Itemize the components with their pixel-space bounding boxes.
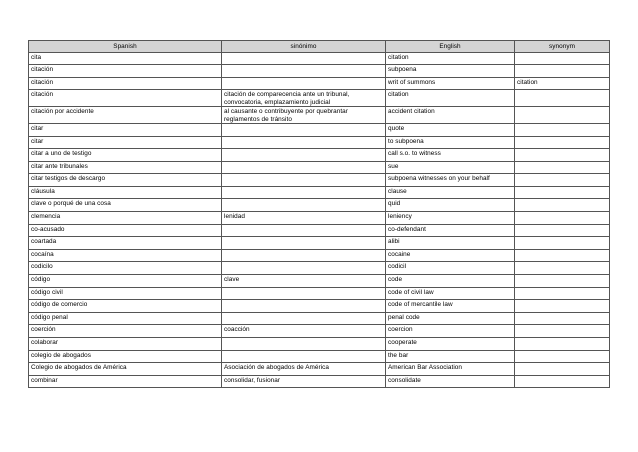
cell-synonym [515,174,610,187]
table-row [29,237,610,250]
table-row [29,249,610,262]
cell-english: quid [386,199,515,212]
cell-sinonimo: coacción [222,325,386,338]
cell-synonym [515,312,610,325]
table-row [29,107,610,124]
table-row [29,375,610,388]
cell-synonym [515,52,610,65]
table-row [29,149,610,162]
cell-spanish: citación [29,90,222,107]
cell-spanish: citación por accidente [29,107,222,124]
table-row [29,186,610,199]
cell-english: cocaine [386,249,515,262]
cell-english: code of mercantile law [386,300,515,313]
cell-spanish: co-acusado [29,224,222,237]
cell-synonym [515,90,610,107]
cell-sinonimo: clave [222,275,386,288]
cell-synonym [515,186,610,199]
cell-spanish: combinar [29,375,222,388]
cell-sinonimo: citación de comparecencia ante un tribunal, convocatoria, emplazamiento judicial [222,90,386,107]
cell-synonym [515,249,610,262]
cell-spanish: citar [29,136,222,149]
cell-spanish: citación [29,77,222,90]
cell-spanish: coerción [29,325,222,338]
cell-sinonimo [222,123,386,136]
table-row [29,338,610,351]
header-sinonimo: sinónimo [222,41,386,53]
table-row [29,287,610,300]
cell-synonym [515,275,610,288]
cell-sinonimo: Asociación de abogados de América [222,363,386,376]
cell-synonym [515,212,610,225]
cell-spanish: citar [29,123,222,136]
cell-synonym [515,237,610,250]
cell-synonym [515,262,610,275]
cell-sinonimo [222,65,386,78]
table-row [29,262,610,275]
cell-spanish: código civil [29,287,222,300]
cell-sinonimo [222,287,386,300]
cell-sinonimo [222,224,386,237]
cell-spanish: código de comercio [29,300,222,313]
cell-spanish: coartada [29,237,222,250]
cell-synonym [515,325,610,338]
table-row [29,312,610,325]
cell-spanish: citación [29,65,222,78]
cell-synonym [515,287,610,300]
cell-spanish: colaborar [29,338,222,351]
table-body [29,52,610,388]
cell-english: alibi [386,237,515,250]
cell-sinonimo: al causante o contribuyente por quebrantar reglamentos de tránsito [222,107,386,124]
cell-sinonimo [222,312,386,325]
cell-sinonimo [222,300,386,313]
table-row [29,199,610,212]
table-row [29,136,610,149]
cell-spanish: código [29,275,222,288]
cell-spanish: cláusula [29,186,222,199]
table-row [29,52,610,65]
cell-sinonimo: consolidar, fusionar [222,375,386,388]
table-row [29,77,610,90]
cell-sinonimo [222,249,386,262]
cell-english: accident citation [386,107,515,124]
cell-english: code of civil law [386,287,515,300]
cell-sinonimo [222,161,386,174]
cell-synonym [515,224,610,237]
table-row [29,212,610,225]
cell-sinonimo [222,199,386,212]
cell-synonym [515,363,610,376]
cell-english: citation [386,90,515,107]
cell-synonym [515,199,610,212]
cell-english: writ of summons [386,77,515,90]
cell-spanish: código penal [29,312,222,325]
cell-synonym [515,136,610,149]
table-row [29,90,610,107]
cell-sinonimo [222,186,386,199]
cell-synonym [515,149,610,162]
cell-spanish: cita [29,52,222,65]
cell-sinonimo [222,350,386,363]
cell-synonym [515,65,610,78]
table-row [29,65,610,78]
cell-spanish: citar a uno de testigo [29,149,222,162]
cell-english: citation [386,52,515,65]
header-row [29,41,610,53]
cell-sinonimo: lenidad [222,212,386,225]
cell-english: leniency [386,212,515,225]
cell-synonym [515,107,610,124]
header-english: English [386,41,515,53]
cell-synonym [515,300,610,313]
table-row [29,275,610,288]
cell-english: coercion [386,325,515,338]
cell-english: penal code [386,312,515,325]
cell-spanish: colegio de abogados [29,350,222,363]
cell-english: to subpoena [386,136,515,149]
cell-spanish: citar testigos de descargo [29,174,222,187]
table-row [29,174,610,187]
cell-sinonimo [222,338,386,351]
cell-english: clause [386,186,515,199]
cell-spanish: Colegio de abogados de América [29,363,222,376]
cell-sinonimo [222,149,386,162]
cell-english: subpoena [386,65,515,78]
table-row [29,123,610,136]
cell-english: co-defendant [386,224,515,237]
cell-english: sue [386,161,515,174]
table-row [29,300,610,313]
table-row [29,350,610,363]
cell-english: codicil [386,262,515,275]
table-header [29,41,610,53]
cell-synonym [515,338,610,351]
cell-synonym [515,375,610,388]
cell-sinonimo [222,237,386,250]
table-row [29,224,610,237]
glossary-table [28,40,610,388]
header-synonym: synonym [515,41,610,53]
cell-sinonimo [222,262,386,275]
cell-spanish: citar ante tribunales [29,161,222,174]
header-spanish: Spanish [29,41,222,53]
cell-spanish: cocaína [29,249,222,262]
cell-english: consolidate [386,375,515,388]
cell-synonym [515,161,610,174]
cell-sinonimo [222,77,386,90]
cell-english: cooperate [386,338,515,351]
table-row [29,161,610,174]
table-row [29,325,610,338]
cell-english: the bar [386,350,515,363]
cell-english: American Bar Association [386,363,515,376]
cell-english: subpoena witnesses on your behalf [386,174,515,187]
cell-english: quote [386,123,515,136]
cell-sinonimo [222,174,386,187]
cell-sinonimo [222,136,386,149]
cell-spanish: clemencia [29,212,222,225]
cell-spanish: clave o porqué de una cosa [29,199,222,212]
table-row [29,363,610,376]
cell-synonym [515,350,610,363]
cell-english: call s.o. to witness [386,149,515,162]
cell-sinonimo [222,52,386,65]
cell-synonym: citation [515,77,610,90]
cell-english: code [386,275,515,288]
cell-spanish: codicilo [29,262,222,275]
cell-synonym [515,123,610,136]
